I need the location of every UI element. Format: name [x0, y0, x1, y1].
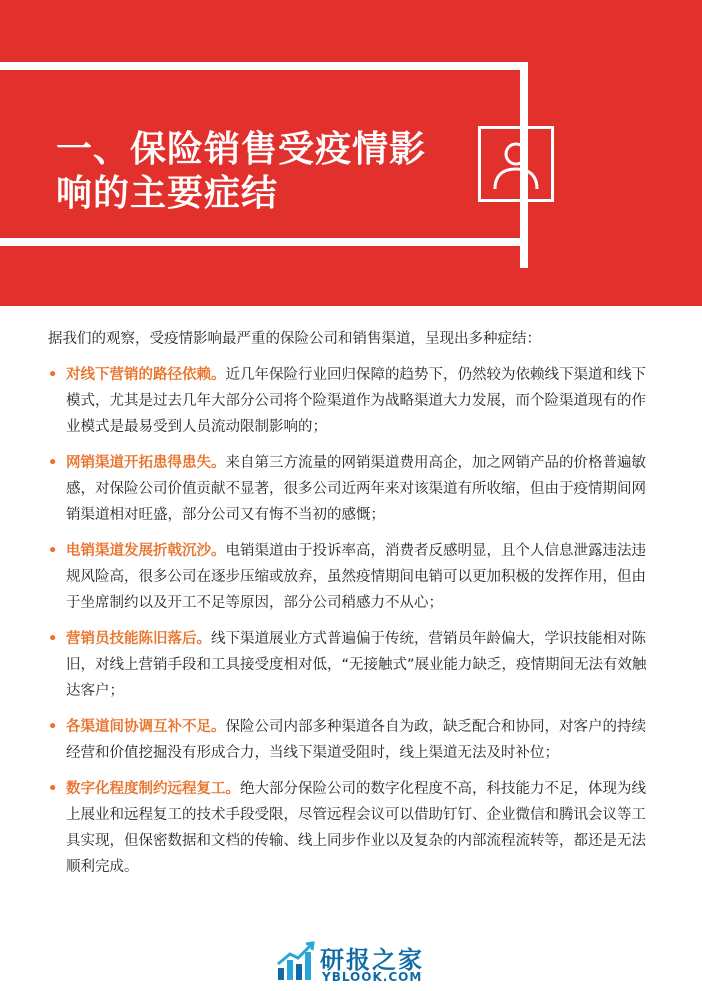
item-heading: 网销渠道开拓患得患失。 [66, 455, 226, 471]
person-icon [478, 126, 554, 202]
bullet-icon: • [48, 455, 58, 471]
footer-logo [276, 940, 456, 984]
item-heading: 营销员技能陈旧落后。 [66, 631, 211, 647]
item-body: 保险公司内部多种渠道各自为政，缺乏配合和协同，对客户的持续经营和价值挖掘没有形成合力，当线下渠道受阻时，线上渠道无法及时补位； [66, 719, 646, 761]
item-heading: 各渠道间协调互补不足。 [66, 719, 226, 735]
header-banner [0, 0, 702, 306]
title-line-2: 响的主要症结 [56, 173, 279, 214]
bullet-icon: • [48, 543, 58, 559]
title-line-1: 一、保险销售受疫情影 [56, 129, 427, 170]
item-body: 电销渠道由于投诉率高，消费者反感明显，且个人信息泄露违法违规风险高，很多公司在逐步压缩或放弃，虽然疫情期间电销可以更加积极的发挥作用，但由于坐席制约以及开工不足等原因，部分公司稍感力不从心； [66, 543, 646, 611]
item-heading: 对线下营销的路径依赖。 [66, 367, 226, 383]
list-item [48, 362, 660, 440]
item-body: 来自第三方流量的网销渠道费用高企，加之网销产品的价格普遍敏感，对保险公司价值贡献不显著，很多公司近两年来对该渠道有所收缩，但由于疫情期间网销渠道相对旺盛，部分公司又有悔不当初的感慨； [66, 455, 646, 523]
bar-chart-logo-icon [276, 940, 316, 982]
list-item [48, 450, 660, 528]
frame-bottom-line [0, 238, 528, 246]
list-item [48, 714, 660, 766]
logo-text-en: YBLOOK.COM [322, 970, 423, 984]
bullet-icon: • [48, 719, 58, 735]
bullet-icon: • [48, 631, 58, 647]
list-item [48, 538, 660, 616]
frame-top-line [0, 62, 528, 70]
bullet-icon: • [48, 367, 58, 383]
item-body: 近几年保险行业回归保障的趋势下，仍然较为依赖线下渠道和线下模式，尤其是过去几年大部分公司将个险渠道作为战略渠道大力发展，而个险渠道现有的作业模式是最易受到人员流动限制影响的； [66, 367, 646, 435]
bullet-icon: • [48, 781, 58, 797]
main-content [48, 326, 660, 880]
item-heading: 数字化程度制约远程复工。 [66, 781, 240, 797]
logo-text-cn: 研报之家 [320, 946, 424, 974]
item-body: 绝大部分保险公司的数字化程度不高，科技能力不足，体现为线上展业和远程复工的技术手段受限，尽管远程会议可以借助钉钉、企业微信和腾讯会议等工具实现，但保密数据和文档的传输、线上同步作业以及复杂的内部流程流转等，都还是无法顺利完成。 [66, 781, 646, 875]
page-title [56, 128, 476, 216]
item-heading: 电销渠道发展折戟沉沙。 [66, 543, 226, 559]
intro-paragraph: 据我们的观察，受疫情影响最严重的保险公司和销售渠道，呈现出多种症结： [48, 331, 541, 347]
item-body: 线下渠道展业方式普遍偏于传统，营销员年龄偏大，学识技能相对陈旧，对线上营销手段和工具接受度相对低，“无接触式”展业能力缺乏，疫情期间无法有效触达客户； [66, 631, 647, 699]
list-item [48, 626, 660, 704]
list-item [48, 776, 660, 880]
